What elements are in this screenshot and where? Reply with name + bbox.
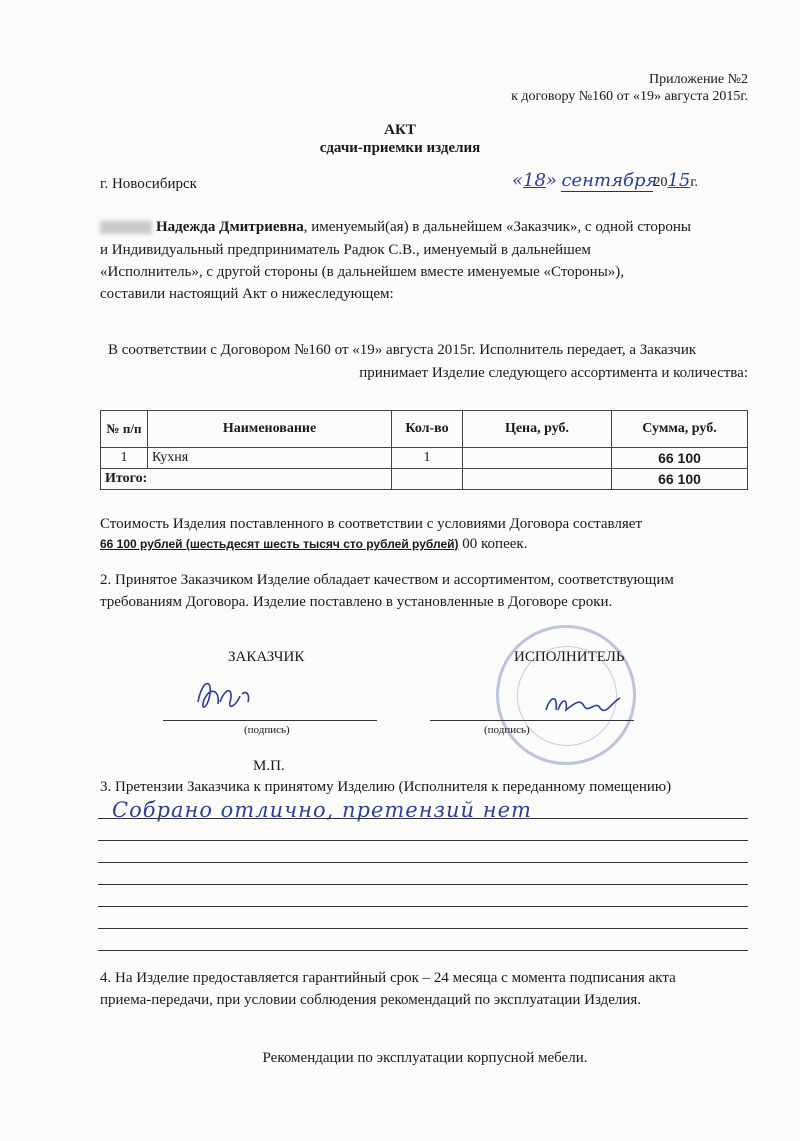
date-year-prefix: 20: [653, 175, 668, 190]
date-open-quote: «: [512, 170, 524, 191]
clause-4-line-1: 4. На Изделие предоставляется гарантийный срок – 24 месяца с момента подписания акта: [100, 970, 676, 986]
header-name: Наименование: [148, 411, 392, 448]
header-price: Цена, руб.: [463, 411, 612, 448]
claims-line-2: [98, 840, 748, 841]
items-table: [100, 410, 748, 490]
date-close-quote: »: [545, 170, 557, 191]
clause-4-line-2: приема-передачи, при условии соблюдения рекомендаций по эксплуатации Изделия.: [100, 992, 642, 1008]
header-number: № п/п: [101, 411, 148, 448]
claims-line-3: [98, 862, 748, 863]
date-day: 18: [523, 170, 546, 191]
table-header-row: [101, 411, 748, 448]
appendix-label: Приложение №2: [649, 72, 748, 87]
city-label: г. Новосибирск: [100, 176, 197, 192]
contractor-label: ИСПОЛНИТЕЛЬ: [514, 649, 625, 665]
parties-line-4: составили настоящий Акт о нижеследующем:: [100, 286, 394, 302]
claims-line-5: [98, 906, 748, 907]
customer-signature-caption: (подпись): [244, 724, 290, 736]
claims-line-1: [98, 818, 748, 819]
intro-line-2: принимает Изделие следующего ассортимента и количества:: [359, 365, 748, 381]
claims-line-6: [98, 928, 748, 929]
parties-line-3: «Исполнитель», с другой стороны (в дальнейшем вместе именуемые «Стороны»),: [100, 264, 625, 280]
customer-signature-line: [163, 720, 377, 721]
claims-handwritten: Собрано отлично, претензий нет: [112, 798, 532, 822]
customer-label: ЗАКАЗЧИК: [228, 649, 305, 665]
cost-line-2: [100, 536, 527, 553]
intro-line-1: В соответствии с Договором №160 от «19» августа 2015г. Исполнитель передает, а Заказчик: [108, 342, 697, 358]
date-year-suffix: 15: [667, 170, 691, 191]
customer-signature: [190, 672, 270, 722]
clause-2-line-2: требованиям Договора. Изделие поставлено в установленные в Договоре сроки.: [100, 594, 613, 610]
date-line: [512, 170, 698, 192]
header-qty: Кол-во: [392, 411, 463, 448]
date-year-end: г.: [690, 175, 699, 190]
claims-line-4: [98, 884, 748, 885]
total-sum: 66 100: [612, 469, 748, 490]
parties-line-1: [100, 219, 750, 236]
contractor-signature-line: [430, 720, 634, 721]
document-title: АКТ: [384, 122, 416, 138]
row-price: [463, 448, 612, 469]
cost-kopeks: 00 копеек.: [458, 536, 528, 552]
row-number: 1: [101, 448, 148, 469]
contractor-signature: [540, 680, 630, 722]
row-qty: 1: [392, 448, 463, 469]
clause-2-line-1: 2. Принятое Заказчиком Изделие обладает качеством и ассортиментом, соответствующим: [100, 572, 674, 588]
parties-line-1-rest: , именуемый(ая) в дальнейшем «Заказчик», с одной стороны: [303, 219, 691, 235]
date-month: сентября: [561, 170, 658, 191]
cost-line-1: Стоимость Изделия поставленного в соответствии с условиями Договора составляет: [100, 516, 642, 532]
total-price-cell: [463, 469, 612, 490]
row-sum: 66 100: [612, 448, 748, 469]
total-label: Итого:: [101, 469, 392, 490]
table-row: [101, 448, 748, 469]
redacted-surname: [100, 221, 152, 234]
parties-line-2: и Индивидуальный предприниматель Радюк С.В., именуемый в дальнейшем: [100, 242, 591, 258]
contract-reference: к договору №160 от «19» августа 2015г.: [511, 89, 748, 104]
contractor-signature-caption: (подпись): [484, 724, 530, 736]
document-subtitle: сдачи-приемки изделия: [319, 140, 481, 156]
header-sum: Сумма, руб.: [612, 411, 748, 448]
cost-amount-words: 66 100 рублей (шестьдесят шесть тысяч сто рублей рублей): [100, 537, 459, 551]
recommendations-heading: Рекомендации по эксплуатации корпусной мебели.: [262, 1050, 588, 1066]
claims-line-7: [98, 950, 748, 951]
customer-name: Надежда Дмитриевна: [156, 219, 304, 235]
seal-label: М.П.: [253, 758, 285, 774]
table-total-row: [101, 469, 748, 490]
row-name: Кухня: [148, 448, 392, 469]
total-qty-cell: [392, 469, 463, 490]
clause-3-line-1: 3. Претензии Заказчика к принятому Изделию (Исполнителя к переданному помещению): [100, 779, 672, 795]
